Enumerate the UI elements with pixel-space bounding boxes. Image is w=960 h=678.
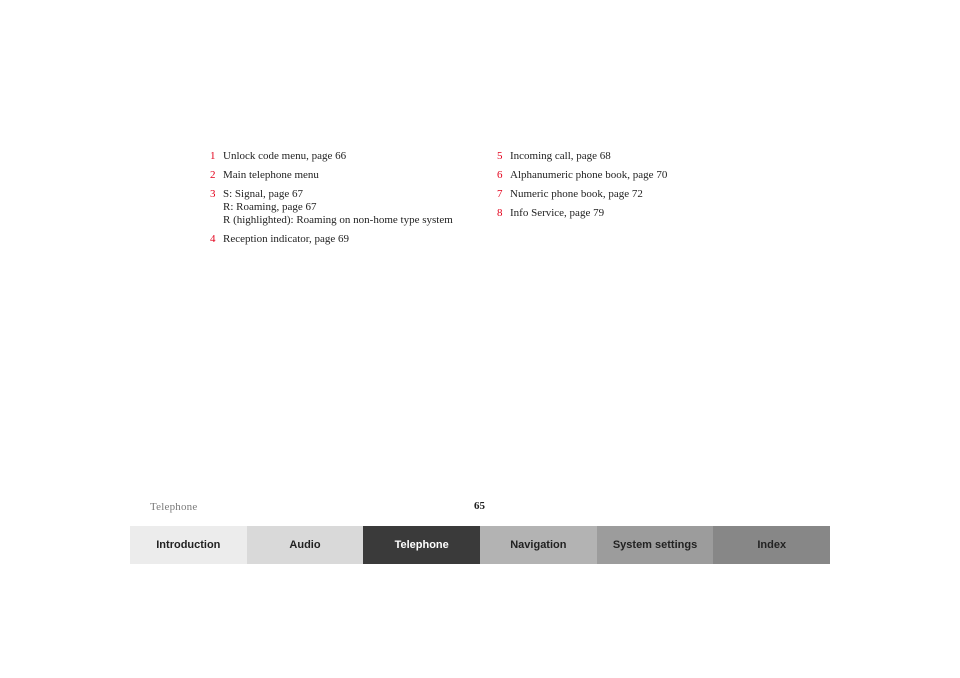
legend-item-3 bbox=[210, 188, 485, 227]
tab-index[interactable]: Index bbox=[713, 526, 830, 564]
tab-telephone[interactable]: Telephone bbox=[363, 526, 480, 564]
legend-number: 5 bbox=[497, 150, 503, 162]
legend-item-4 bbox=[210, 233, 485, 246]
legend-item-5 bbox=[497, 150, 757, 163]
legend-text: Unlock code menu, page 66 bbox=[223, 150, 347, 162]
page-number: 65 bbox=[474, 500, 485, 512]
legend-text: R: Roaming, page 67 bbox=[223, 201, 317, 213]
legend-item-6 bbox=[497, 169, 757, 182]
legend-number: 7 bbox=[497, 188, 503, 200]
legend-text: S: Signal, page 67 bbox=[223, 188, 304, 200]
legend-number: 3 bbox=[210, 188, 216, 200]
legend-number: 6 bbox=[497, 169, 503, 181]
legend-item-7 bbox=[497, 188, 757, 201]
legend-item-8 bbox=[497, 207, 757, 220]
tab-navigation[interactable]: Navigation bbox=[480, 526, 597, 564]
legend-text: Numeric phone book, page 72 bbox=[510, 188, 643, 200]
legend-text: Incoming call, page 68 bbox=[510, 150, 611, 162]
legend-column-left bbox=[210, 150, 485, 252]
legend-number: 4 bbox=[210, 233, 216, 245]
section-label: Telephone bbox=[150, 501, 198, 513]
legend-number: 1 bbox=[210, 150, 216, 162]
legend-number: 8 bbox=[497, 207, 503, 219]
legend-text: R (highlighted): Roaming on non-home type system bbox=[223, 214, 453, 226]
tab-audio[interactable]: Audio bbox=[247, 526, 364, 564]
legend-text: Main telephone menu bbox=[223, 169, 319, 181]
legend-text: Info Service, page 79 bbox=[510, 207, 605, 219]
legend-number: 2 bbox=[210, 169, 216, 181]
legend-item-2 bbox=[210, 169, 485, 182]
tab-introduction[interactable]: Introduction bbox=[130, 526, 247, 564]
legend-item-1 bbox=[210, 150, 485, 163]
tab-system-settings[interactable]: System settings bbox=[597, 526, 714, 564]
legend-text: Alphanumeric phone book, page 70 bbox=[510, 169, 668, 181]
legend-column-right bbox=[497, 150, 757, 226]
legend-text: Reception indicator, page 69 bbox=[223, 233, 350, 245]
chapter-tab-bar bbox=[130, 526, 830, 564]
